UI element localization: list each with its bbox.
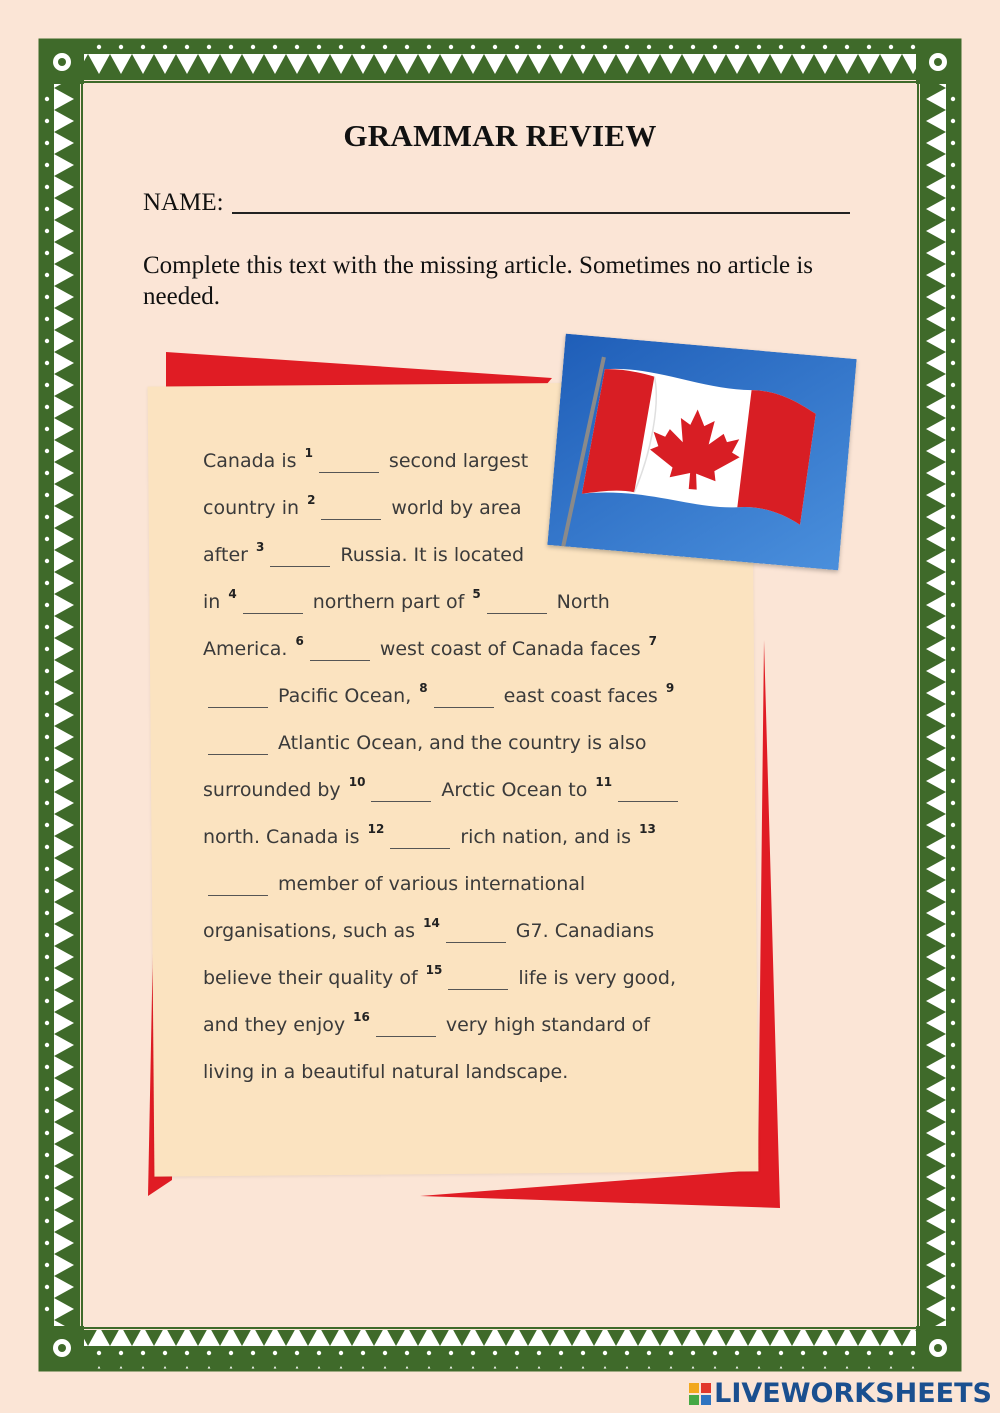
blank-number: 11 [595, 775, 613, 789]
answer-blank[interactable] [310, 644, 370, 661]
blank-number: 10 [348, 775, 366, 789]
exercise-text-segment: very high standard of [445, 1014, 650, 1036]
exercise-text-segment: surrounded by [203, 779, 347, 801]
exercise-line [203, 634, 658, 661]
exercise-line [203, 446, 529, 473]
exercise-line [203, 587, 610, 614]
exercise-line [203, 540, 525, 567]
blank-number: 4 [228, 587, 237, 601]
liveworksheets-logo-icon [688, 1382, 712, 1406]
answer-blank[interactable] [270, 550, 330, 567]
exercise-text-segment: Russia. It is located [340, 544, 525, 566]
exercise-line [203, 963, 677, 990]
exercise-text-segment: country in [203, 497, 306, 519]
blank-number: 5 [472, 587, 481, 601]
exercise-text-segment: east coast faces [503, 685, 664, 707]
blank-number: 6 [295, 634, 304, 648]
exercise-line [203, 681, 675, 708]
answer-blank[interactable] [618, 785, 678, 802]
blank-number: 3 [256, 540, 265, 554]
exercise-line [203, 1010, 650, 1037]
name-label: NAME: [143, 189, 224, 216]
exercise-text-segment: northern part of [312, 591, 471, 613]
answer-blank[interactable] [390, 832, 450, 849]
exercise-text-segment: world by area [391, 497, 522, 519]
answer-blank[interactable] [319, 456, 379, 473]
brand-text: LIVEWORKSHEETS [714, 1378, 992, 1409]
exercise-text-segment: Arctic Ocean to [441, 779, 594, 801]
blank-number: 1 [304, 446, 313, 460]
blank-number: 7 [648, 634, 658, 648]
exercise-text-segment: Atlantic Ocean, and the country is also [278, 732, 647, 754]
exercise-text-segment: Canada is [203, 450, 303, 472]
blank-number: 15 [425, 963, 443, 977]
blank-number: 8 [419, 681, 428, 695]
blank-number: 2 [307, 493, 316, 507]
answer-blank[interactable] [487, 597, 547, 614]
blank-number: 12 [367, 822, 385, 836]
exercise-text-segment: west coast of Canada faces [379, 638, 647, 660]
exercise-text-segment: and they enjoy [203, 1014, 352, 1036]
exercise-line [203, 916, 655, 943]
canada-flag-image [547, 334, 856, 571]
exercise-text-segment: America. [203, 638, 294, 660]
exercise-text-segment: Pacific Ocean, [278, 685, 418, 707]
exercise-text-segment: North [556, 591, 610, 613]
exercise-text-segment: north. Canada is [203, 826, 366, 848]
answer-blank[interactable] [208, 738, 268, 755]
blank-number: 13 [639, 822, 656, 836]
exercise-text-segment: second largest [388, 450, 529, 472]
blank-number: 16 [353, 1010, 370, 1024]
blank-number: 14 [423, 916, 440, 930]
exercise-line [203, 493, 522, 520]
exercise-text-segment: organisations, such as [203, 920, 422, 942]
answer-blank[interactable] [371, 785, 431, 802]
exercise-line [203, 873, 585, 896]
answer-blank[interactable] [446, 926, 506, 943]
answer-blank[interactable] [321, 503, 381, 520]
exercise-text-segment: believe their quality of [203, 967, 424, 989]
exercise-text-segment: after [203, 544, 254, 566]
blank-number: 9 [665, 681, 675, 695]
exercise-text-segment: rich nation, and is [460, 826, 638, 848]
answer-blank[interactable] [243, 597, 303, 614]
answer-blank[interactable] [376, 1020, 436, 1037]
exercise-text-segment: in [203, 591, 227, 613]
answer-blank[interactable] [434, 691, 494, 708]
liveworksheets-footer [688, 1378, 992, 1409]
worksheet-title: GRAMMAR REVIEW [343, 118, 657, 153]
answer-blank[interactable] [448, 973, 508, 990]
answer-blank[interactable] [208, 879, 268, 896]
instructions: Complete this text with the missing article. Sometimes no article is needed. [143, 252, 814, 310]
exercise-line [203, 822, 656, 849]
exercise-text-segment: life is very good, [518, 967, 677, 989]
exercise-line [203, 1061, 568, 1083]
exercise-text-segment: living in a beautiful natural landscape. [203, 1061, 569, 1083]
exercise-line [203, 732, 647, 755]
answer-blank[interactable] [208, 691, 268, 708]
exercise-text-segment: G7. Canadians [515, 920, 655, 942]
exercise-line [203, 775, 688, 802]
exercise-text-segment: member of various international [278, 873, 586, 895]
